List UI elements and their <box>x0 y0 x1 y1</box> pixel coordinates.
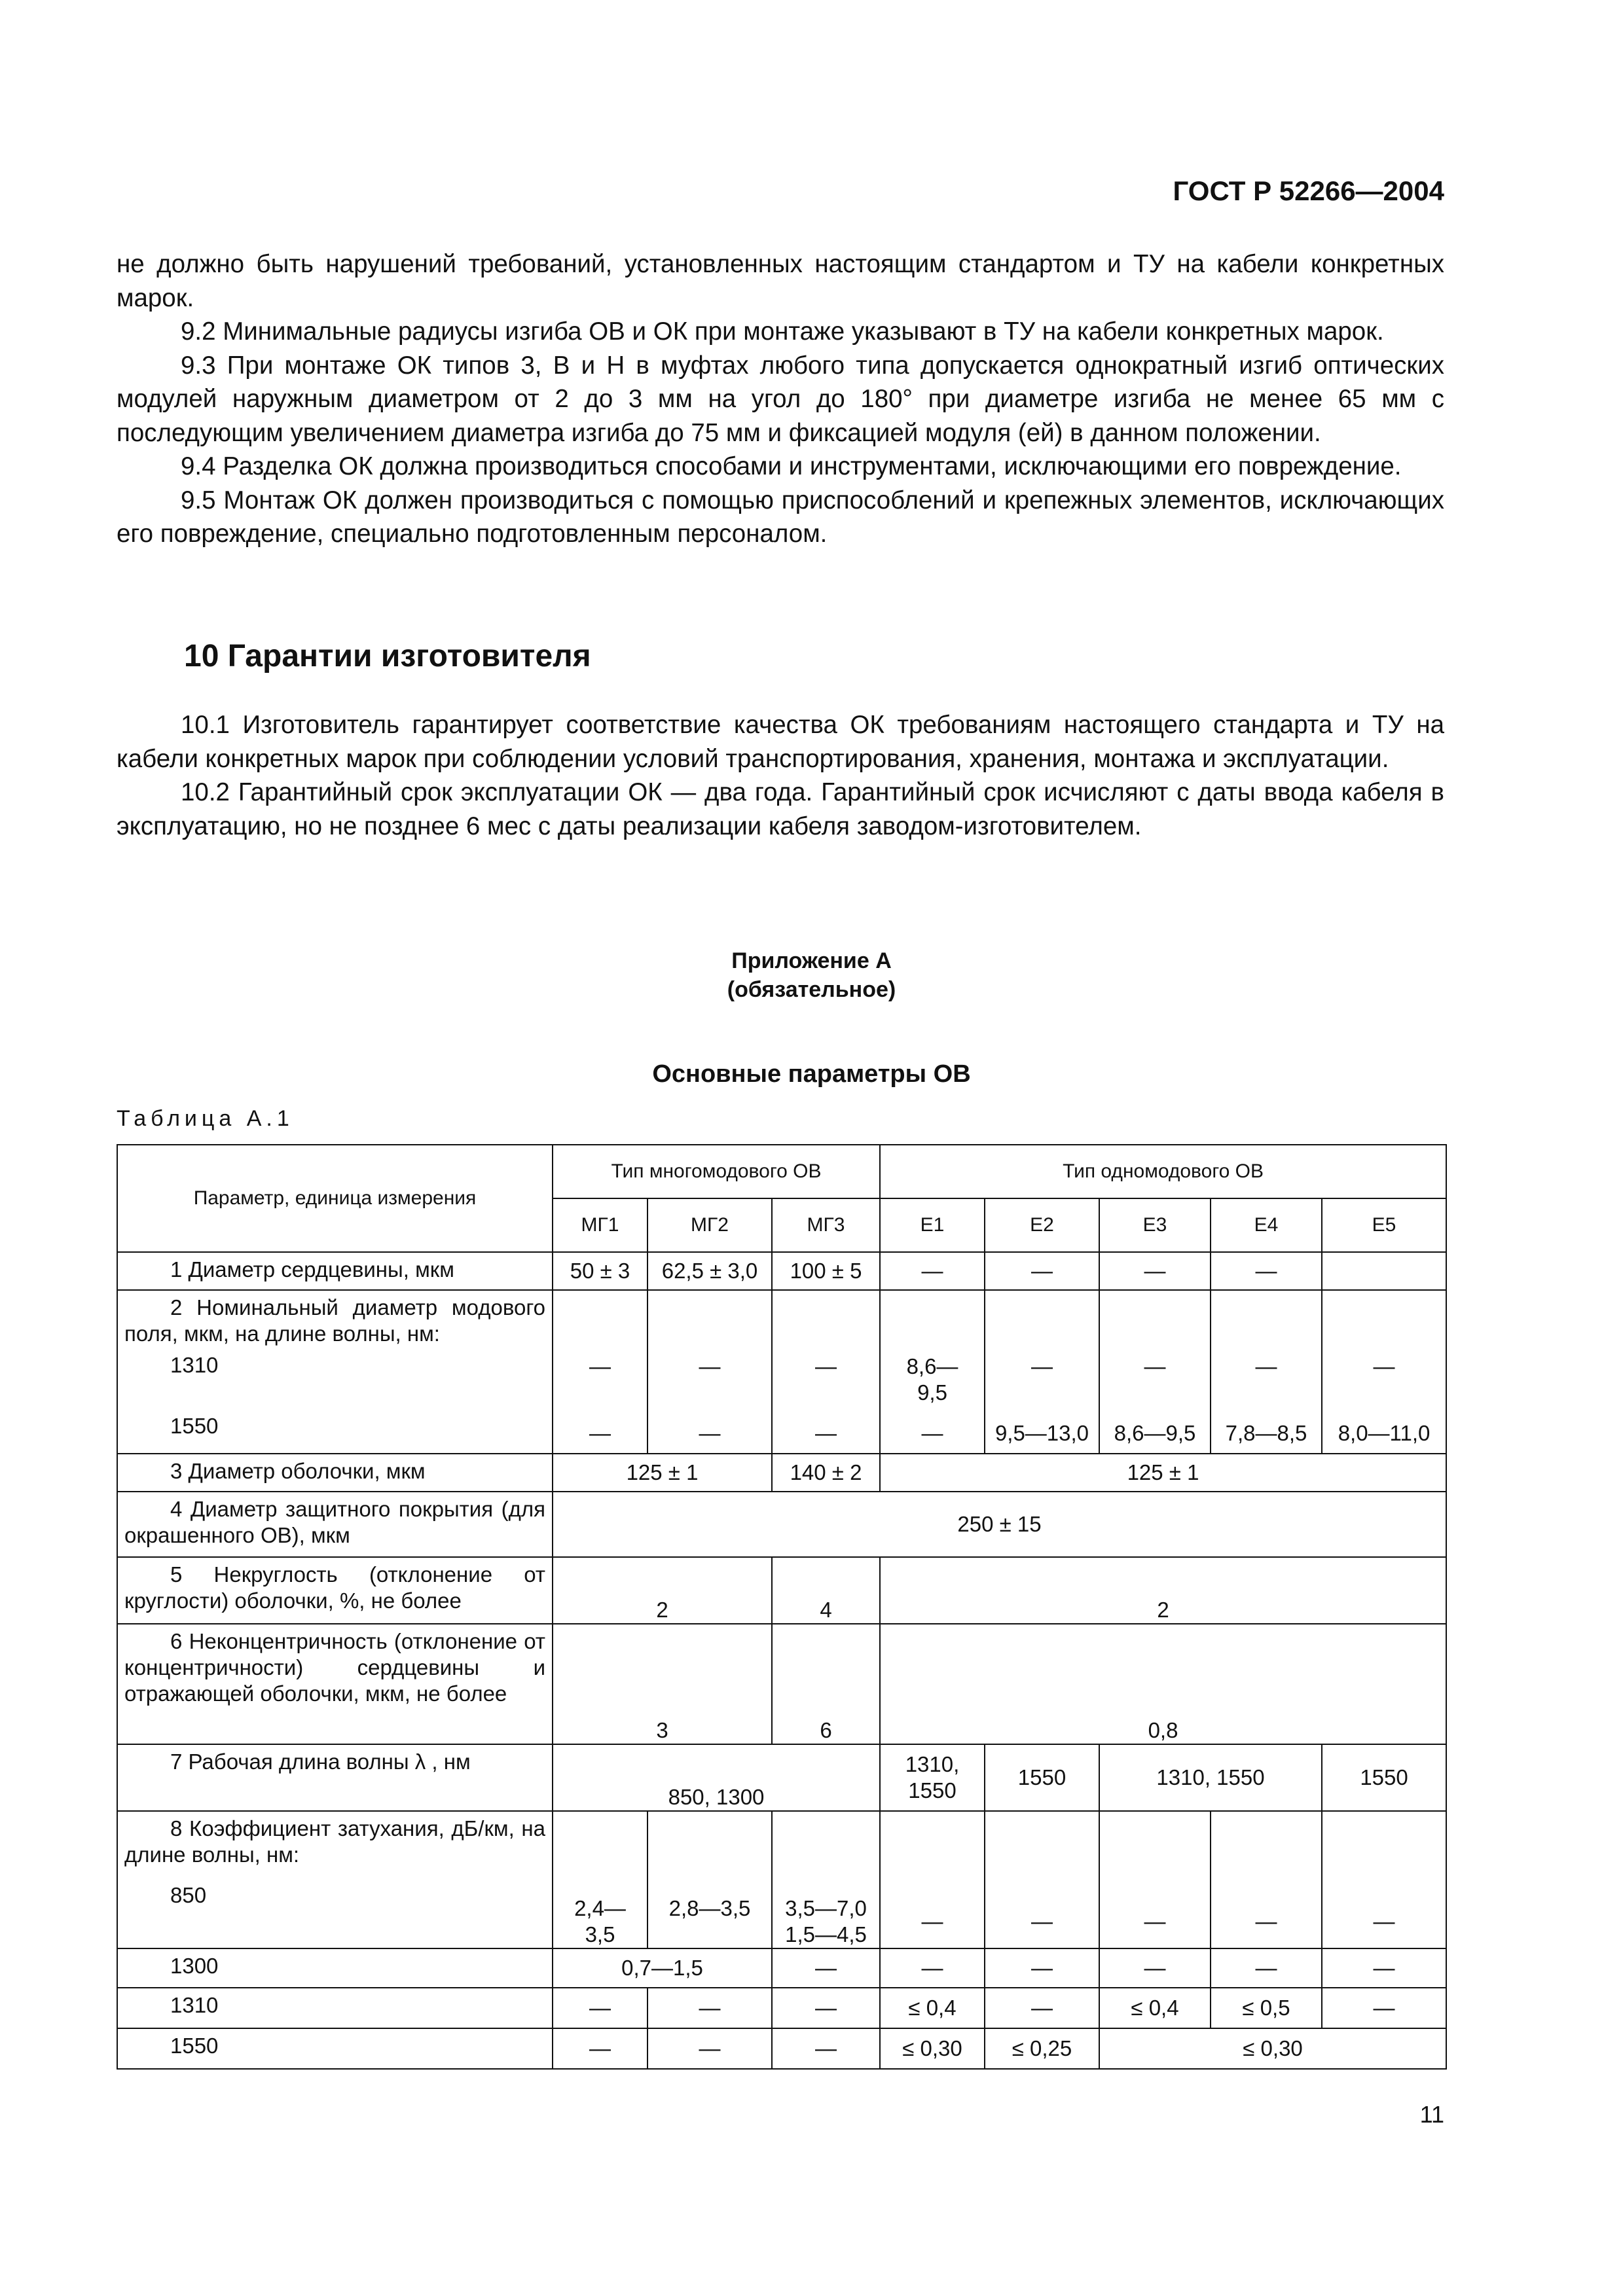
table-row <box>117 1624 1446 1744</box>
table-cell: 2 <box>553 1557 772 1624</box>
row-label: 7 Рабочая длина волны λ , нм <box>117 1744 553 1811</box>
paragraph-10-2: 10.2 Гарантийный срок эксплуатации ОК — два года. Гарантийный срок исчисляют с даты ввода кабеля в эксплуатацию, но не позднее 6 мес с даты реализации кабеля заводом-изготовителем. <box>117 778 1444 840</box>
table-cell: 1310, 1550 <box>880 1744 985 1811</box>
table-cell: — <box>1211 1252 1322 1290</box>
header-parameter: Параметр, единица измерения <box>117 1145 553 1252</box>
table-cell: 100 ± 5 <box>772 1252 880 1290</box>
document-header: ГОСТ Р 52266—2004 <box>1173 175 1444 206</box>
table-cell: — 7,8—8,5 <box>1211 1290 1322 1454</box>
table-cell: 125 ± 1 <box>553 1454 772 1492</box>
table-cell: — <box>772 2028 880 2069</box>
table-cell: 1310, 1550 <box>1099 1744 1322 1811</box>
table-cell: — <box>1322 1811 1446 1948</box>
row-label: 4 Диаметр защитного покрытия (для окрашенного ОВ), мкм <box>117 1492 553 1557</box>
paragraph-9-3: 9.3 При монтаже ОК типов 3, В и Н в муфтах любого типа допускается однократный изгиб оптических модулей наружным диаметром от 2 до 3 мм на угол до 180° при диаметре изгиба не менее 65 мм с последующим увеличением диаметра изгиба до 75 мм и фиксацией модуля (ей) в данном положении. <box>117 351 1444 447</box>
table-cell: 2 <box>880 1557 1446 1624</box>
row-label: 1550 <box>117 2028 553 2069</box>
table-cell: 2,8—3,5 <box>647 1811 772 1948</box>
col-header: Е5 <box>1322 1198 1446 1252</box>
row-label: 6 Неконцентричность (отклонение от концентричности) сердцевины и отражающей оболочки, мкм, не более <box>117 1624 553 1744</box>
table-cell: 250 ± 15 <box>553 1492 1446 1557</box>
col-header: Е4 <box>1211 1198 1322 1252</box>
paragraph-10-1: 10.1 Изготовитель гарантирует соответствие качества ОК требованиям настоящего стандарта и ТУ на кабели конкретных марок при соблюдении условий транспортирования, хранения, монтажа и эксплуатации. <box>117 711 1444 773</box>
table-cell: — <box>985 1252 1099 1290</box>
table-cell: — <box>553 2028 647 2069</box>
table-row <box>117 1811 1446 1948</box>
table-cell: — <box>1322 1948 1446 1988</box>
table-row <box>117 1744 1446 1811</box>
table-cell: — 8,6—9,5 <box>1099 1290 1211 1454</box>
table-cell: 0,8 <box>880 1624 1446 1744</box>
paragraph-continuation: не должно быть нарушений требований, установленных настоящим стандартом и ТУ на кабели конкретных марок. <box>117 250 1444 312</box>
table-cell: ≤ 0,25 <box>985 2028 1099 2069</box>
table-cell: 4 <box>772 1557 880 1624</box>
table-row <box>117 1252 1446 1290</box>
row-label: 1310 <box>117 1988 553 2028</box>
table-cell: ≤ 0,4 <box>880 1988 985 2028</box>
section-10-text <box>117 708 1444 843</box>
table-cell: — — <box>772 1290 880 1454</box>
parameters-table <box>117 1144 1447 2070</box>
header-multimode: Тип многомодового ОВ <box>553 1145 880 1198</box>
row-label: 1300 <box>117 1948 553 1988</box>
appendix-name: Основные параметры ОВ <box>652 1060 971 1088</box>
table-cell: — <box>880 1948 985 1988</box>
col-header: МГ1 <box>553 1198 647 1252</box>
table-cell: 50 ± 3 <box>553 1252 647 1290</box>
paragraph-9-5: 9.5 Монтаж ОК должен производиться с помощью приспособлений и крепежных элементов, исключающих его повреждение, специально подготовленным персоналом. <box>117 486 1444 548</box>
section-10-title: 10 Гарантии изготовителя <box>184 639 591 673</box>
table-cell: 0,7—1,5 <box>553 1948 772 1988</box>
table-row <box>117 2028 1446 2069</box>
col-header: Е2 <box>985 1198 1099 1252</box>
table-cell: 1550 <box>1322 1744 1446 1811</box>
appendix-heading <box>0 946 1623 1004</box>
row-label: 3 Диаметр оболочки, мкм <box>117 1454 553 1492</box>
table-cell: — <box>985 1948 1099 1988</box>
table-row <box>117 1290 1446 1454</box>
table-cell: ≤ 0,4 <box>1099 1988 1211 2028</box>
table-cell: 3 <box>553 1624 772 1744</box>
table-cell: ≤ 0,30 <box>880 2028 985 2069</box>
table-cell: 140 ± 2 <box>772 1454 880 1492</box>
col-header: Е3 <box>1099 1198 1211 1252</box>
table-cell: — <box>1211 1948 1322 1988</box>
table-cell: — <box>1211 1811 1322 1948</box>
table-cell: — <box>880 1811 985 1948</box>
table-cell: 3,5—7,0 1,5—4,5 <box>772 1811 880 1948</box>
table-cell: ≤ 0,5 <box>1211 1988 1322 2028</box>
table-row <box>117 1557 1446 1624</box>
table-row <box>117 1948 1446 1988</box>
table-cell: — <box>647 2028 772 2069</box>
table-row <box>117 1492 1446 1557</box>
table-cell: — 9,5—13,0 <box>985 1290 1099 1454</box>
paragraph-9-2: 9.2 Минимальные радиусы изгиба ОВ и ОК при монтаже указывают в ТУ на кабели конкретных марок. <box>181 317 1384 346</box>
table-cell: 1550 <box>985 1744 1099 1811</box>
table-cell <box>1322 1252 1446 1290</box>
col-header: МГ3 <box>772 1198 880 1252</box>
row-label: 2 Номинальный диаметр модового поля, мкм, на длине волны, нм: 1310 1550 <box>117 1290 553 1454</box>
table-cell: — <box>647 1988 772 2028</box>
table-row <box>117 1454 1446 1492</box>
row-label: 1 Диаметр сердцевины, мкм <box>117 1252 553 1290</box>
table-cell: — <box>553 1988 647 2028</box>
col-header: МГ2 <box>647 1198 772 1252</box>
table-cell: — <box>1099 1948 1211 1988</box>
table-cell: — <box>1099 1252 1211 1290</box>
table-cell: — <box>772 1988 880 2028</box>
table-cell: — — <box>553 1290 647 1454</box>
appendix-subtitle: (обязательное) <box>727 977 896 1002</box>
table-cell: — <box>985 1811 1099 1948</box>
appendix-title: Приложение А <box>731 948 892 973</box>
table-cell: 6 <box>772 1624 880 1744</box>
table-cell: — — <box>647 1290 772 1454</box>
table-cell: 125 ± 1 <box>880 1454 1446 1492</box>
table-cell: 850, 1300 <box>553 1744 880 1811</box>
row-label: 8 Коэффициент затухания, дБ/км, на длине волны, нм: 850 <box>117 1811 553 1948</box>
row-label: 5 Некруглость (отклонение от круглости) оболочки, %, не более <box>117 1557 553 1624</box>
table-cell: 62,5 ± 3,0 <box>647 1252 772 1290</box>
table-cell: — 8,0—11,0 <box>1322 1290 1446 1454</box>
header-singlemode: Тип одномодового ОВ <box>880 1145 1446 1198</box>
table-cell: 8,6— 9,5 — <box>880 1290 985 1454</box>
table-cell: — <box>1322 1988 1446 2028</box>
table-cell: 2,4— 3,5 <box>553 1811 647 1948</box>
page-number: 11 <box>1419 2101 1444 2128</box>
table-cell: — <box>880 1252 985 1290</box>
table-cell: — <box>1099 1811 1211 1948</box>
table-cell: — <box>985 1988 1099 2028</box>
col-header: Е1 <box>880 1198 985 1252</box>
section-9-text <box>117 247 1444 551</box>
table-label: Таблица А.1 <box>117 1106 294 1131</box>
table-row <box>117 1988 1446 2028</box>
table-cell: — <box>772 1948 880 1988</box>
paragraph-9-4: 9.4 Разделка ОК должна производиться способами и инструментами, исключающими его повреждение. <box>181 452 1402 480</box>
table-cell: ≤ 0,30 <box>1099 2028 1446 2069</box>
